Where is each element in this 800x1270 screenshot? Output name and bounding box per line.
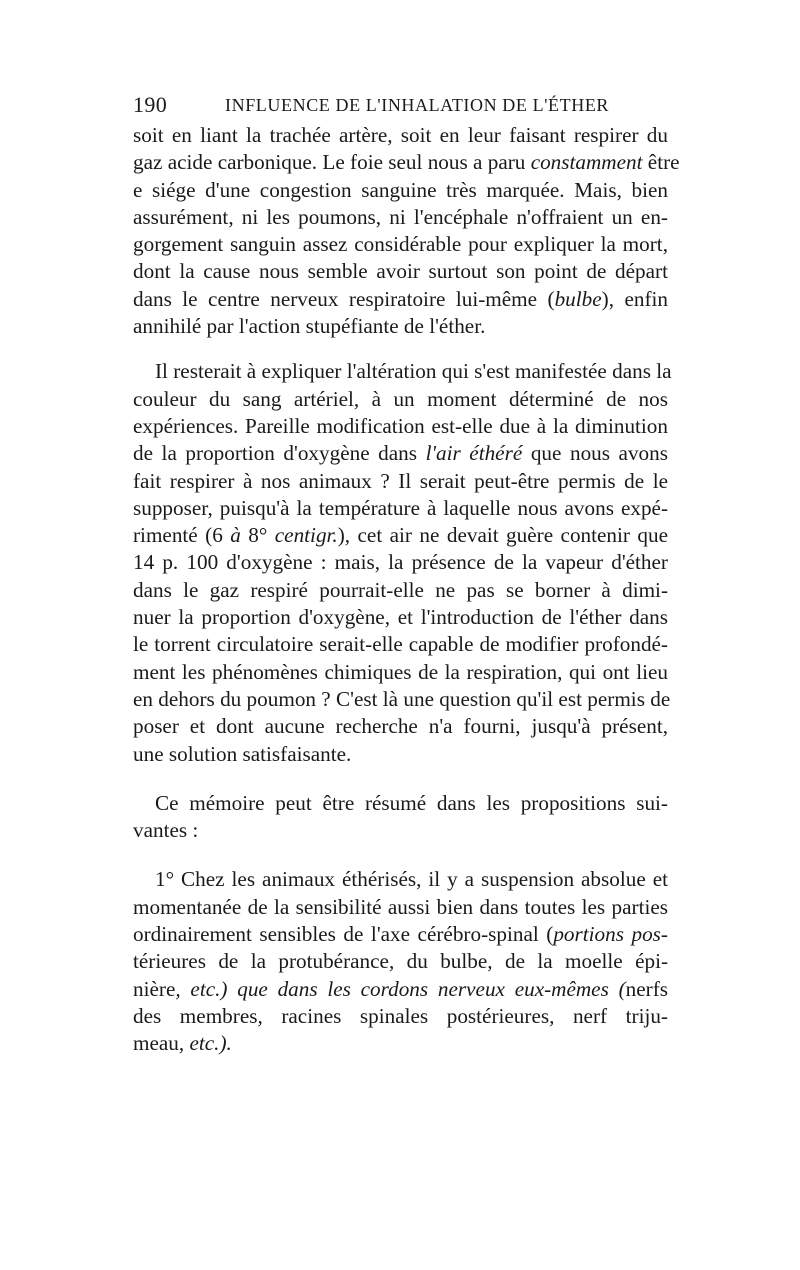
text-line: dans le gaz respiré pourrait-elle ne pas se borner à dimi- [133,577,668,602]
text-line: dans le centre nerveux respiratoire lui-même (bulbe), enfin [133,286,668,311]
text-line: 14 p. 100 d'oxygène : mais, la présence de la vapeur d'éther [133,550,668,575]
paragraph [133,122,680,340]
text-line: une solution satisfaisante. [133,741,352,766]
text-line: meau, etc.). [133,1031,232,1056]
text-line: momentanée de la sensibilité aussi bien dans toutes les parties [133,894,668,919]
text-line: couleur du sang artériel, à un moment déterminé de nos [133,386,668,411]
paragraph [133,358,672,767]
text-line: expériences. Pareille modification est-elle due à la diminution [133,413,668,438]
book-page [133,92,680,1058]
text-line: 1° Chez les animaux éthérisés, il y a suspension absolue et [155,867,668,892]
page-header [133,92,668,122]
text-line: supposer, puisqu'à la température à laquelle nous avons expé- [133,495,668,520]
text-line: e siége d'une congestion sanguine très marquée. Mais, bien [133,177,668,202]
text-line: nuer la proportion d'oxygène, et l'introduction de l'éther dans [133,605,668,630]
text-line: poser et dont aucune recherche n'a fourni, jusqu'à présent, [133,714,668,739]
paragraph [133,866,668,1057]
text-line: ordinairement sensibles de l'axe cérébro-spinal (portions pos- [133,922,668,947]
page-number: 190 [133,92,168,117]
text-line: soit en liant la trachée artère, soit en leur faisant respirer du [133,123,668,147]
text-line: en dehors du poumon ? C'est là une question qu'il est permis de [133,686,671,711]
text-line: dont la cause nous semble avoir surtout son point de départ [133,259,668,284]
text-line: vantes : [133,818,199,843]
text-line: rimenté (6 à 8° centigr.), cet air ne devait guère contenir que [133,523,668,548]
text-line: Ce mémoire peut être résumé dans les propositions sui- [155,790,668,815]
text-line: annihilé par l'action stupéfiante de l'éther. [133,314,486,339]
text-line: nière, etc.) que dans les cordons nerveux eux-mêmes (nerfs [133,976,668,1001]
text-line: fait respirer à nos animaux ? Il serait peut-être permis de le [133,468,668,493]
text-line: le torrent circulatoire serait-elle capable de modifier profondé- [133,632,668,657]
paragraph [133,790,668,845]
text-line: gorgement sanguin assez considérable pour expliquer la mort, [133,232,668,257]
text-line: de la proportion d'oxygène dans l'air éthéré que nous avons [133,441,668,466]
text-line: ment les phénomènes chimiques de la respiration, qui ont lieu [133,659,668,684]
text-line: assurément, ni les poumons, ni l'encéphale n'offraient un en- [133,204,668,229]
text-line: des membres, racines spinales postérieures, nerf triju- [133,1003,668,1028]
text-line: Il resterait à expliquer l'altération qui s'est manifestée dans la [155,359,672,384]
text-line: gaz acide carbonique. Le foie seul nous a paru constamment être [133,150,680,175]
text-line: térieures de la protubérance, du bulbe, de la moelle épi- [133,949,669,974]
running-head: INFLUENCE DE L'INHALATION DE L'ÉTHER [225,95,610,115]
body-text [133,122,680,1058]
